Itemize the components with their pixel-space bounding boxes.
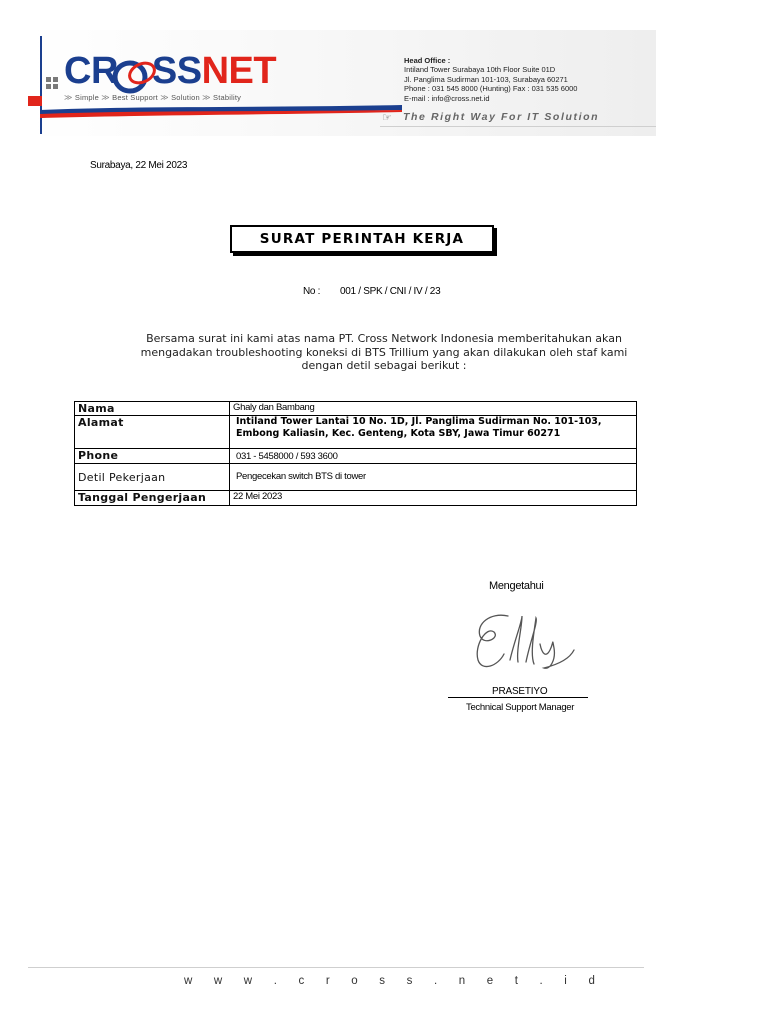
details-table bbox=[74, 401, 637, 506]
intro-line: dengan detil sebagai berikut : bbox=[301, 359, 467, 372]
number-value: 001 / SPK / CNI / IV / 23 bbox=[340, 286, 441, 297]
letter-date: Surabaya, 22 Mei 2023 bbox=[90, 160, 188, 171]
document-title: SURAT PERINTAH KERJA bbox=[230, 225, 494, 253]
tagline-item: Solution bbox=[171, 93, 200, 102]
table-row bbox=[75, 416, 637, 449]
tanggal-value: 22 Mei 2023 bbox=[230, 491, 637, 506]
intro-line: Bersama surat ini kami atas nama PT. Cross Network Indonesia memberitahukan akan bbox=[146, 332, 622, 345]
signer-position: Technical Support Manager bbox=[466, 702, 575, 713]
intro-paragraph bbox=[80, 332, 688, 373]
company-logo bbox=[64, 52, 276, 90]
head-office-street: Jl. Panglima Sudirman 101-103, Surabaya 60271 bbox=[404, 74, 568, 84]
handwritten-signature bbox=[470, 602, 580, 682]
phone-value: 031 - 5458000 / 593 3600 bbox=[230, 449, 637, 464]
detil-label: Detil Pekerjaan bbox=[75, 464, 230, 491]
table-row bbox=[75, 491, 637, 506]
letterhead-wave bbox=[40, 104, 402, 118]
head-office-phone: Phone : 031 545 8000 (Hunting) Fax : 031 535 6000 bbox=[404, 84, 578, 94]
tanggal-label: Tanggal Pengerjaan bbox=[75, 491, 230, 506]
logo-tagline: ≫ Simple ≫ Best Support ≫ Solution ≫ Stability bbox=[64, 93, 242, 102]
number-label: No : bbox=[303, 286, 321, 297]
alamat-line: Embong Kaliasin, Kec. Genteng, Kota SBY, Jawa Timur 60271 bbox=[236, 427, 561, 439]
intro-line: mengadakan troubleshooting koneksi di BTS Trillium yang akan dilakukan oleh staf kami bbox=[140, 345, 628, 359]
detil-value: Pengecekan switch BTS di tower bbox=[230, 464, 637, 491]
slogan: The Right Way For IT Solution bbox=[403, 111, 600, 123]
footer-website: w w w . c r o s s . n e t . i d bbox=[184, 975, 605, 987]
document-number bbox=[303, 286, 440, 297]
slogan-underline bbox=[380, 126, 656, 127]
logo-ss: SS bbox=[151, 50, 202, 92]
footer-divider bbox=[28, 967, 644, 968]
letterhead-divider bbox=[40, 36, 42, 134]
logo-ring-icon bbox=[108, 56, 168, 96]
hand-icon: ☞ bbox=[382, 112, 392, 124]
signature-line bbox=[448, 697, 588, 698]
logo-dots-icon bbox=[46, 77, 58, 89]
table-row bbox=[75, 402, 637, 416]
alamat-value bbox=[230, 416, 637, 449]
tagline-item: Stability bbox=[213, 93, 242, 102]
head-office-info bbox=[404, 56, 577, 103]
logo-cr: CR bbox=[64, 50, 118, 92]
signature-heading: Mengetahui bbox=[489, 580, 544, 592]
head-office-address: Intiland Tower Surabaya 10th Floor Suite 01D bbox=[404, 65, 556, 75]
alamat-line: Intiland Tower Lantai 10 No. 1D, Jl. Panglima Sudirman No. 101-103, bbox=[236, 416, 602, 427]
phone-label: Phone bbox=[75, 449, 230, 464]
head-office-title: Head Office : bbox=[404, 56, 451, 65]
table-row bbox=[75, 449, 637, 464]
nama-value: Ghaly dan Bambang bbox=[230, 402, 637, 416]
logo-net: NET bbox=[201, 50, 277, 92]
nama-label: Nama bbox=[75, 402, 230, 416]
table-row bbox=[75, 464, 637, 491]
signer-name: PRASETIYO bbox=[492, 686, 548, 697]
tagline-item: Best Support bbox=[112, 93, 158, 102]
head-office-email: E-mail : info@cross.net.id bbox=[404, 93, 490, 103]
alamat-label: Alamat bbox=[75, 416, 230, 449]
tagline-item: Simple bbox=[74, 93, 99, 102]
